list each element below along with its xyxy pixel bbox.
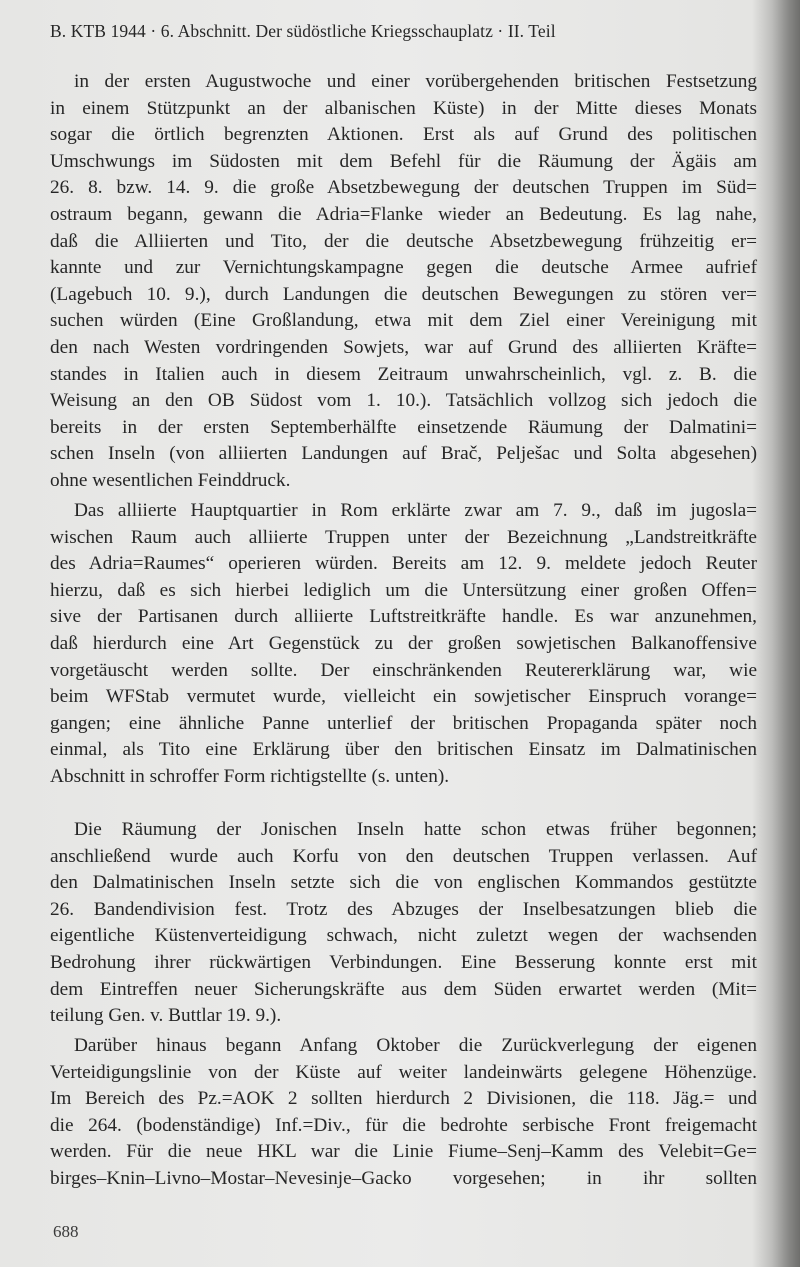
- text-line: 26. Bandendivision fest. Trotz des Abzuges der Inselbesatzungen blieb die: [50, 898, 757, 920]
- paragraph-1: [50, 69, 757, 495]
- text-line: bereits in der ersten Septemberhälfte einsetzende Räumung der Dalmatini=: [50, 416, 757, 438]
- text-line: Abschnitt in schroffer Form richtigstellte (s. unten).: [50, 765, 450, 787]
- text-line: (Lagebuch 10. 9.), durch Landungen die deutschen Bewegungen zu stören ver=: [50, 283, 757, 305]
- text-line: daß hierdurch eine Art Gegenstück zu der großen sowjetischen Balkanoffensive: [50, 632, 757, 654]
- text-line: Weisung an den OB Südost vom 1. 10.). Tatsächlich vollzog sich jedoch die: [50, 390, 757, 412]
- text-line: in der ersten Augustwoche und einer vorübergehenden britischen Festsetzung: [74, 71, 757, 92]
- text-line: Verteidigungslinie von der Küste auf weiter landeinwärts gelegene Höhenzüge.: [50, 1061, 757, 1083]
- text-line: hierzu, daß es sich hierbei lediglich um die Untersützung einer großen Offen=: [50, 579, 757, 601]
- text-line: ostraum begann, gewann die Adria=Flanke wieder an Bedeutung. Es lag nahe,: [50, 203, 757, 225]
- text-line: sive der Partisanen durch alliierte Luftstreitkräfte handle. Es war anzunehmen,: [50, 606, 757, 628]
- text-line: gangen; eine ähnliche Panne unterlief der britischen Propaganda später noch: [50, 712, 757, 734]
- text-line: Bedrohung ihrer rückwärtigen Verbindungen. Eine Besserung konnte erst mit: [50, 951, 757, 973]
- text-line: Im Bereich des Pz.=AOK 2 sollten hierdurch 2 Divisionen, die 118. Jäg.= und: [50, 1088, 757, 1110]
- text-line: wischen Raum auch alliierte Truppen unter der Bezeichnung „Landstreitkräfte: [50, 526, 757, 548]
- text-line: dem Eintreffen neuer Sicherungskräfte aus dem Süden erwartet werden (Mit=: [50, 978, 757, 1000]
- text-line: suchen würden (Eine Großlandung, etwa mit dem Ziel einer Vereinigung mit: [50, 310, 757, 332]
- text-line: ohne wesentlichen Feinddruck.: [50, 469, 291, 491]
- text-line: den Dalmatinischen Inseln setzte sich die von englischen Kommandos gestützte: [50, 872, 757, 894]
- text-line: Die Räumung der Jonischen Inseln hatte schon etwas früher begonnen;: [74, 819, 757, 840]
- text-line: sogar die örtlich begrenzten Aktionen. Erst als auf Grund des politischen: [50, 124, 757, 146]
- text-line: standes in Italien auch in diesem Zeitraum unwahrscheinlich, vgl. z. B. die: [50, 363, 757, 385]
- text-line: die 264. (bodenständige) Inf.=Div., für die bedrohte serbische Front freigemacht: [50, 1114, 757, 1136]
- text-line: den nach Westen vordringenden Sowjets, war auf Grund des alliierten Kräfte=: [50, 336, 757, 358]
- text-line: anschließend wurde auch Korfu von den deutschen Truppen verlassen. Auf: [50, 845, 757, 867]
- text-line: eigentliche Küstenverteidigung schwach, nicht zuletzt wegen der wachsenden: [50, 925, 757, 947]
- text-line: schen Inseln (von alliierten Landungen auf Brač, Pelješac und Solta abgesehen): [50, 443, 757, 465]
- page-number: 688: [53, 1222, 79, 1241]
- text-line: Darüber hinaus begann Anfang Oktober die Zurückverlegung der eigenen: [74, 1035, 757, 1056]
- text-line: einmal, als Tito eine Erklärung über den britischen Einsatz im Dalmatinischen: [50, 739, 757, 761]
- text-line: Umschwungs im Südosten mit dem Befehl für die Räumung der Ägäis am: [50, 150, 757, 172]
- text-line: werden. Für die neue HKL war die Linie Fiume–Senj–Kamm des Velebit=Ge=: [50, 1141, 757, 1163]
- text-line: beim WFStab vermutet wurde, vielleicht ein sowjetischer Einspruch vorange=: [50, 686, 757, 708]
- text-line: daß die Alliierten und Tito, der die deutsche Absetzbewegung frühzeitig er=: [50, 230, 757, 252]
- text-line: vorgetäuscht werden sollte. Der einschränkenden Reutererklärung war, wie: [50, 659, 757, 681]
- paragraph-4: [50, 1033, 757, 1193]
- text-line: Das alliierte Hauptquartier in Rom erklärte zwar am 7. 9., daß im jugosla=: [74, 500, 757, 521]
- text-line: birges–Knin–Livno–Mostar–Nevesinje–Gacko vorgesehen; in ihr sollten: [50, 1167, 757, 1189]
- text-line: 26. 8. bzw. 14. 9. die große Absetzbewegung der deutschen Truppen im Süd=: [50, 177, 757, 199]
- text-line: teilung Gen. v. Buttlar 19. 9.).: [50, 1005, 282, 1027]
- text-line: des Adria=Raumes“ operieren würden. Bereits am 12. 9. meldete jedoch Reuter: [50, 553, 757, 575]
- paragraph-2: [50, 498, 757, 791]
- text-line: in einem Stützpunkt an der albanischen Küste) in der Mitte dieses Monats: [50, 97, 757, 119]
- running-header: B. KTB 1944 · 6. Abschnitt. Der südöstliche Kriegsschauplatz · II. Teil: [50, 21, 556, 41]
- text-line: kannte und zur Vernichtungskampagne gegen die deutsche Armee aufrief: [50, 257, 757, 279]
- paragraph-3: [50, 817, 757, 1030]
